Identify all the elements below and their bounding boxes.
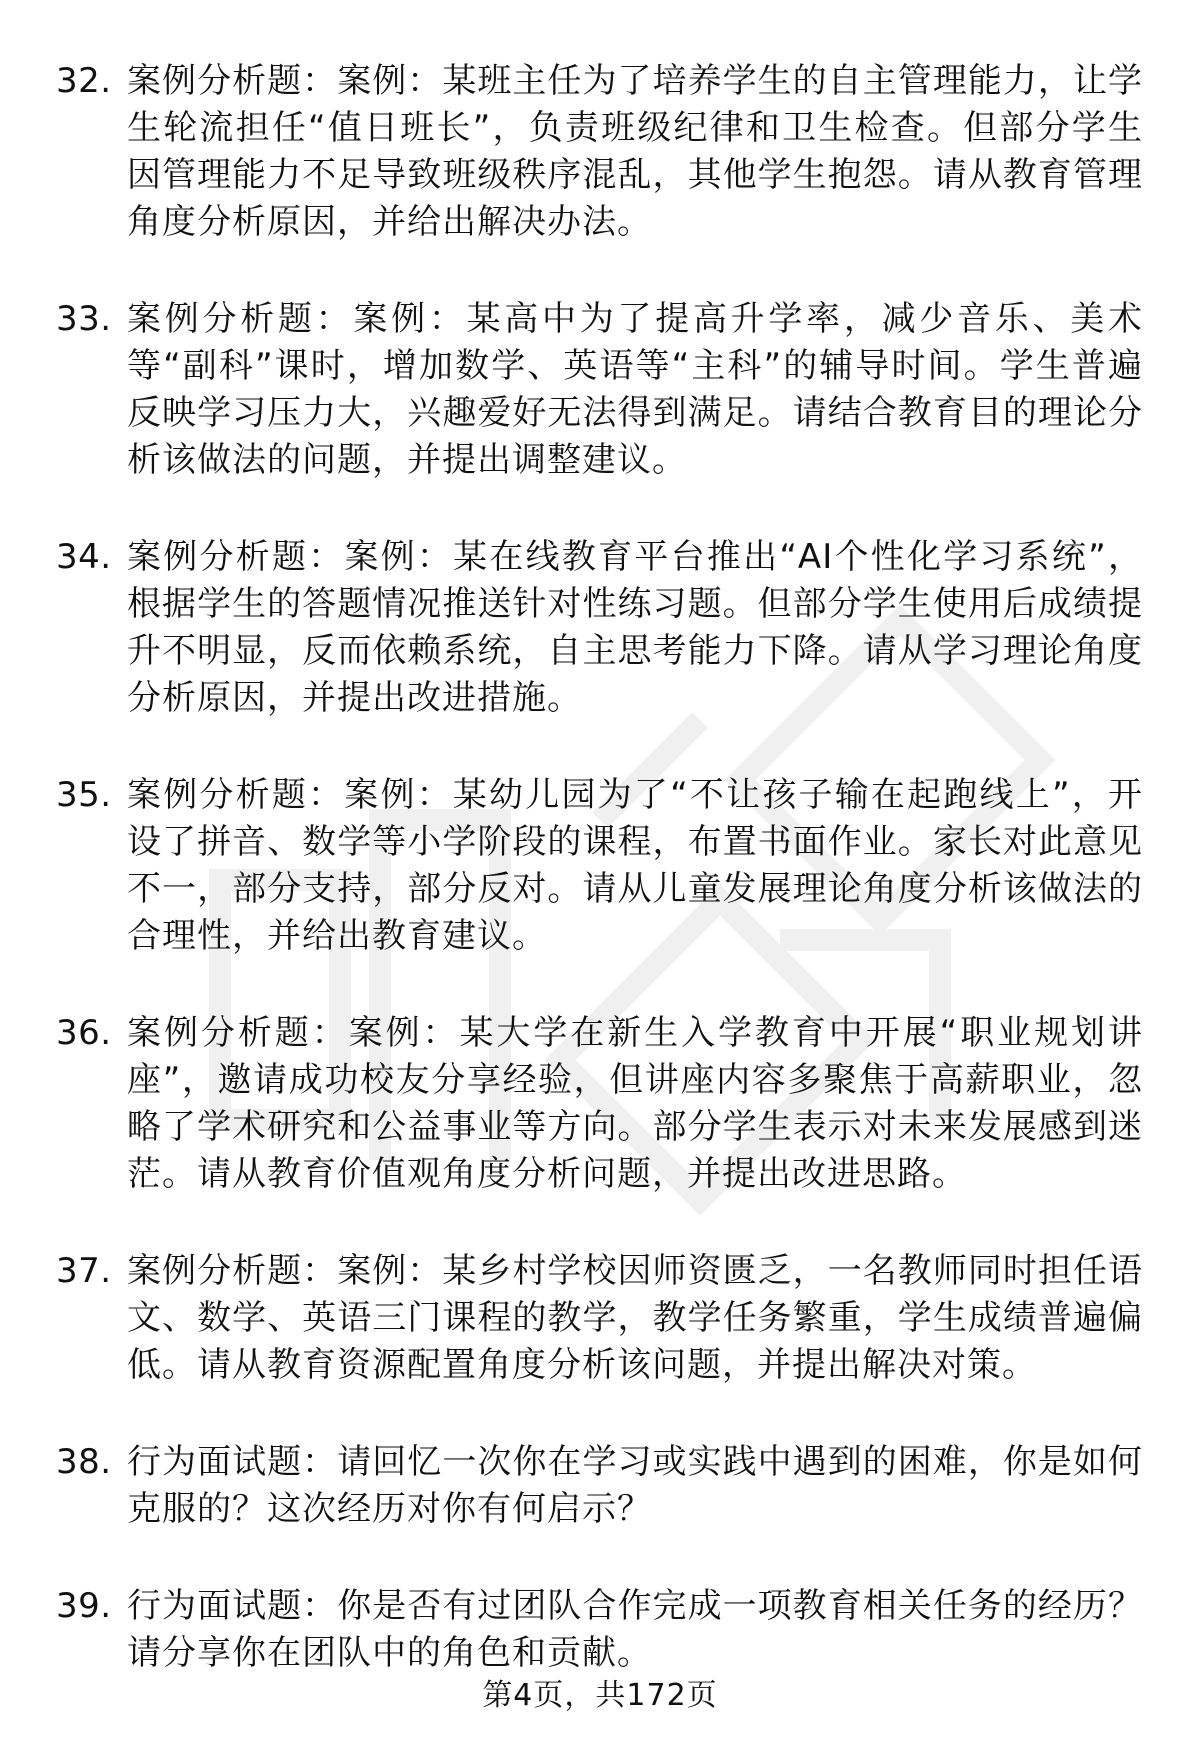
- question-item: [0, 772, 1200, 960]
- question-item: [0, 1439, 1200, 1533]
- question-text: 案例分析题：案例：某大学在新生入学教育中开展“职业规划讲座”，邀请成功校友分享经验，但讲座内容多聚焦于高薪职业，忽略了学术研究和公益事业等方向。部分学生表示对未来发展感到迷茫。请从教育价值观角度分析问题，并提出改进思路。: [127, 1013, 1143, 1194]
- question-text: 案例分析题：案例：某在线教育平台推出“AI个性化学习系统”，根据学生的答题情况推送针对性练习题。但部分学生使用后成绩提升不明显，反而依赖系统，自主思考能力下降。请从学习理论角度分析原因，并提出改进措施。: [127, 537, 1143, 718]
- question-number: 32.: [56, 61, 112, 101]
- page-footer: [0, 1676, 1200, 1716]
- question-number: 35.: [56, 775, 112, 815]
- question-text: 行为面试题：请回忆一次你在学习或实践中遇到的困难，你是如何克服的？这次经历对你有何启示？: [127, 1442, 1143, 1529]
- question-number: 37.: [56, 1251, 112, 1291]
- question-number: 39.: [56, 1586, 112, 1626]
- question-item: [0, 1010, 1200, 1198]
- question-text: 案例分析题：案例：某班主任为了培养学生的自主管理能力，让学生轮流担任“值日班长”，负责班级纪律和卫生检查。但部分学生因管理能力不足导致班级秩序混乱，其他学生抱怨。请从教育管理角度分析原因，并给出解决办法。: [127, 61, 1143, 242]
- question-number: 38.: [56, 1442, 112, 1482]
- page-number-label: 第4页，共172页: [482, 1678, 718, 1713]
- question-item: [0, 58, 1200, 246]
- question-item: [0, 1248, 1200, 1389]
- question-item: [0, 296, 1200, 484]
- question-number: 34.: [56, 537, 112, 577]
- question-text: 案例分析题：案例：某高中为了提高升学率，减少音乐、美术等“副科”课时，增加数学、英语等“主科”的辅导时间。学生普遍反映学习压力大，兴趣爱好无法得到满足。请结合教育目的理论分析该做法的问题，并提出调整建议。: [127, 299, 1143, 480]
- question-text: 案例分析题：案例：某乡村学校因师资匮乏，一名教师同时担任语文、数学、英语三门课程的教学，教学任务繁重，学生成绩普遍偏低。请从教育资源配置角度分析该问题，并提出解决对策。: [127, 1251, 1143, 1385]
- question-list: [0, 58, 1200, 1727]
- question-text: 案例分析题：案例：某幼儿园为了“不让孩子输在起跑线上”，开设了拼音、数学等小学阶段的课程，布置书面作业。家长对此意见不一，部分支持，部分反对。请从儿童发展理论角度分析该做法的合理性，并给出教育建议。: [127, 775, 1143, 956]
- question-item: [0, 1583, 1200, 1677]
- question-number: 36.: [56, 1013, 112, 1053]
- question-text: 行为面试题：你是否有过团队合作完成一项教育相关任务的经历？请分享你在团队中的角色和贡献。: [127, 1586, 1143, 1673]
- question-number: 33.: [56, 299, 112, 339]
- question-item: [0, 534, 1200, 722]
